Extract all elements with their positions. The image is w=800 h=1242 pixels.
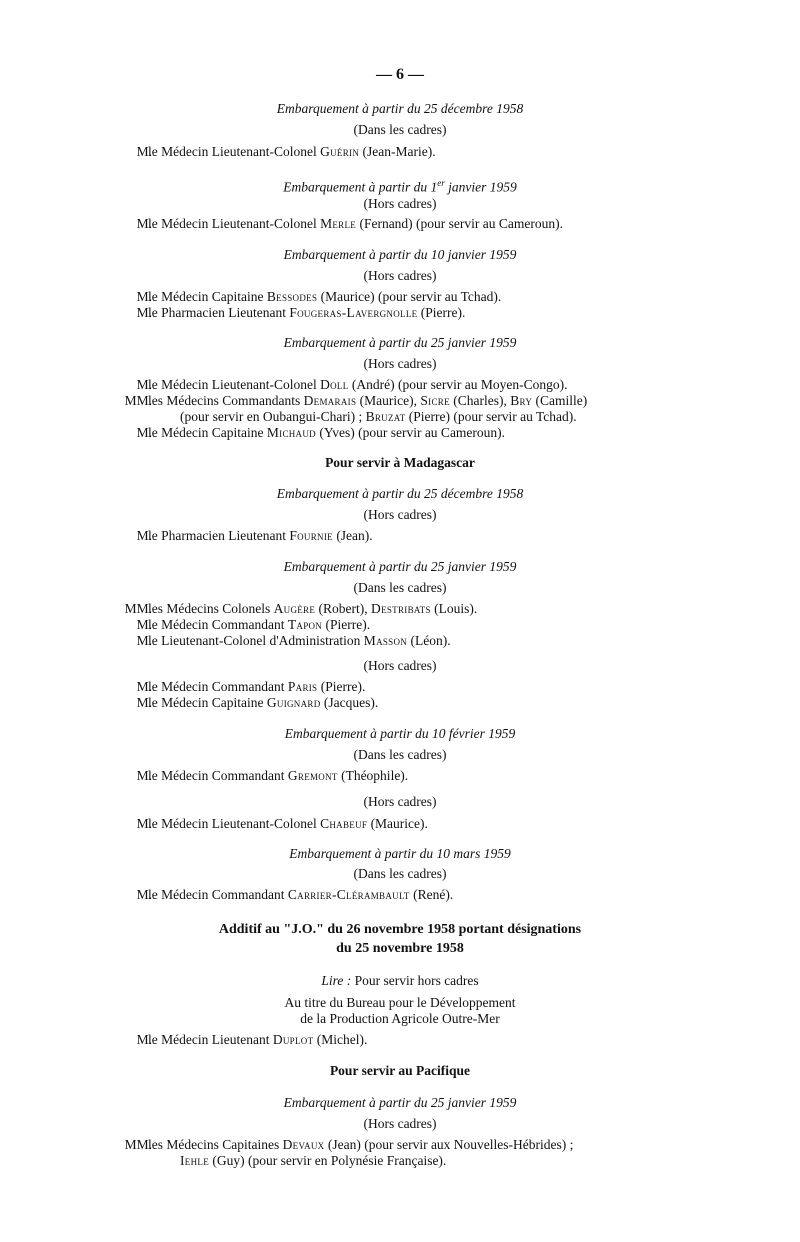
entry-surname: Paris	[287, 679, 318, 694]
entry-prefix: M.	[136, 305, 152, 320]
additif-lire-line	[0, 973, 800, 989]
entry-text: (Pierre).	[417, 305, 466, 320]
section-subheading: (Hors cadres)	[363, 794, 437, 809]
entry-text: (Fernand) (pour servir au Cameroun).	[356, 216, 564, 231]
entry-text: (Louis).	[430, 601, 478, 616]
page-number: — 6 —	[376, 66, 424, 83]
entry-text: le Médecin Lieutenant-Colonel	[148, 216, 321, 231]
section-subheading: (Dans les cadres)	[353, 580, 447, 595]
entry-text: (Charles),	[449, 393, 511, 408]
entry-text: (Pierre).	[317, 679, 366, 694]
section-heading: Embarquement à partir du 25 janvier 1959	[283, 1095, 517, 1110]
entry-surname: Demarais	[303, 393, 357, 408]
entry-prefix: M.	[136, 617, 152, 632]
entry-prefix: M.	[136, 425, 152, 440]
entry-text: (Michel).	[313, 1032, 368, 1047]
section-heading: Embarquement à partir du 25 décembre 1958	[276, 486, 524, 501]
entry-prefix: M.	[136, 1032, 152, 1047]
entry-prefix: MM.	[124, 601, 152, 616]
entry-prefix: MM.	[124, 1137, 152, 1152]
entry-text: le Lieutenant-Colonel d'Administration	[148, 633, 364, 648]
section-heading: Embarquement à partir du 10 mars 1959	[289, 846, 511, 861]
entry-prefix: M.	[136, 679, 152, 694]
entry-surname: Michaud	[266, 425, 316, 440]
additif-text: Au titre du Bureau pour le Développement	[284, 995, 516, 1010]
section-subheading: (Hors cadres)	[363, 507, 437, 522]
lire-label: Lire :	[321, 973, 352, 988]
entry-surname: Augère	[273, 601, 316, 616]
section-heading: Embarquement à partir du 10 février 1959	[284, 726, 516, 741]
entry-text: (Camille)	[532, 393, 588, 408]
section-heading: Embarquement à partir du 25 janvier 1959	[283, 559, 517, 574]
entry-surname: Carrier-Clérambault	[287, 887, 410, 902]
entry-text: le Médecin Capitaine	[148, 289, 267, 304]
entry-text: le Médecin Commandant	[148, 768, 288, 783]
entry-text: (Robert),	[315, 601, 372, 616]
entry-prefix: M.	[136, 633, 152, 648]
entry-text: (pour servir en Oubangui-Chari) ;	[180, 409, 366, 424]
additif-title: Additif au "J.O." du 26 novembre 1958 portant désignations	[218, 922, 582, 937]
entry-text: le Médecin Commandant	[148, 679, 288, 694]
additif-text: de la Production Agricole Outre-Mer	[300, 1011, 500, 1026]
entry-text: les Médecins Commandants	[148, 393, 304, 408]
entry-surname: Guérin	[320, 144, 360, 159]
entry-text: (Yves) (pour servir au Cameroun).	[315, 425, 506, 440]
entry-surname: Sicre	[420, 393, 450, 408]
entry-text: les Médecins Colonels	[148, 601, 274, 616]
entry-text: (Théophile).	[337, 768, 409, 783]
entry-surname: Guignard	[266, 695, 321, 710]
entry-surname: Merle	[320, 216, 357, 231]
entry-text: (André) (pour servir au Moyen-Congo).	[348, 377, 568, 392]
entry-text: les Médecins Capitaines	[148, 1137, 283, 1152]
entry-surname: Bry	[510, 393, 533, 408]
section-subheading: (Hors cadres)	[363, 658, 437, 673]
entry-surname: Fougeras-Lavergnolle	[289, 305, 418, 320]
entry-surname: Devaux	[282, 1137, 325, 1152]
entry-text: le Pharmacien Lieutenant	[148, 528, 290, 543]
entry-text: le Médecin Capitaine	[148, 425, 267, 440]
entry-prefix: M.	[136, 887, 152, 902]
section-subheading: (Hors cadres)	[363, 268, 437, 283]
entry-surname: Gremont	[287, 768, 338, 783]
entry-surname: Iehle	[180, 1153, 209, 1168]
entry-text: (Maurice),	[356, 393, 421, 408]
entry-prefix: M.	[136, 289, 152, 304]
section-heading: Embarquement à partir du 1er janvier 1959	[283, 178, 517, 195]
section-subheading: (Hors cadres)	[363, 196, 437, 211]
section-title: Pour servir au Pacifique	[329, 1063, 471, 1078]
entry-surname: Doll	[320, 377, 349, 392]
section-heading: Embarquement à partir du 10 janvier 1959	[283, 247, 517, 262]
entry-prefix: MM.	[124, 393, 152, 408]
entry-surname: Bessodes	[266, 289, 318, 304]
entry-text: (Léon).	[407, 633, 451, 648]
entry-surname: Masson	[363, 633, 408, 648]
entry-text: (Jean).	[332, 528, 373, 543]
entry-text: le Médecin Lieutenant	[148, 1032, 273, 1047]
entry-text: (Jacques).	[320, 695, 379, 710]
entry-text: (René).	[409, 887, 454, 902]
section-subheading: (Dans les cadres)	[353, 866, 447, 881]
entry-prefix: M.	[136, 768, 152, 783]
entry-surname: Chabeuf	[320, 816, 368, 831]
entry-text: (Pierre).	[322, 617, 371, 632]
entry-surname: Fournie	[289, 528, 333, 543]
entry-text: (Maurice).	[367, 816, 428, 831]
entry-prefix: M.	[136, 816, 152, 831]
entry-text: le Pharmacien Lieutenant	[148, 305, 290, 320]
additif-title-line2: du 25 novembre 1958	[336, 941, 464, 956]
entry-text: (Jean) (pour servir aux Nouvelles-Hébrides) ;	[324, 1137, 574, 1152]
section-subheading: (Dans les cadres)	[353, 122, 447, 137]
entry-prefix: M.	[136, 695, 152, 710]
entry-prefix: M.	[136, 144, 152, 159]
entry-surname: Duplot	[272, 1032, 314, 1047]
entry-text: le Médecin Commandant	[148, 887, 288, 902]
section-title: Pour servir à Madagascar	[325, 455, 475, 470]
entry-surname: Bruzat	[365, 409, 406, 424]
entry-text: (Jean-Marie).	[359, 144, 436, 159]
entry-text: le Médecin Commandant	[148, 617, 288, 632]
entry-prefix: M.	[136, 528, 152, 543]
entry-text: le Médecin Lieutenant-Colonel	[148, 377, 321, 392]
section-subheading: (Dans les cadres)	[353, 747, 447, 762]
section-heading: Embarquement à partir du 25 décembre 1958	[276, 101, 524, 116]
section-subheading: (Hors cadres)	[363, 1116, 437, 1131]
entry-prefix: M.	[136, 377, 152, 392]
entry-text: (Guy) (pour servir en Polynésie Française).	[209, 1153, 447, 1168]
entry-text: le Médecin Lieutenant-Colonel	[148, 144, 321, 159]
entry-text: le Médecin Lieutenant-Colonel	[148, 816, 321, 831]
entry-surname: Tapon	[287, 617, 323, 632]
entry-text: (Maurice) (pour servir au Tchad).	[317, 289, 502, 304]
entry-surname: Destribats	[371, 601, 431, 616]
section-heading: Embarquement à partir du 25 janvier 1959	[283, 335, 517, 350]
entry-prefix: M.	[136, 216, 152, 231]
entry-text: (Pierre) (pour servir au Tchad).	[405, 409, 577, 424]
entry-text: le Médecin Capitaine	[148, 695, 267, 710]
lire-text: Pour servir hors cadres	[351, 973, 479, 988]
section-subheading: (Hors cadres)	[363, 356, 437, 371]
